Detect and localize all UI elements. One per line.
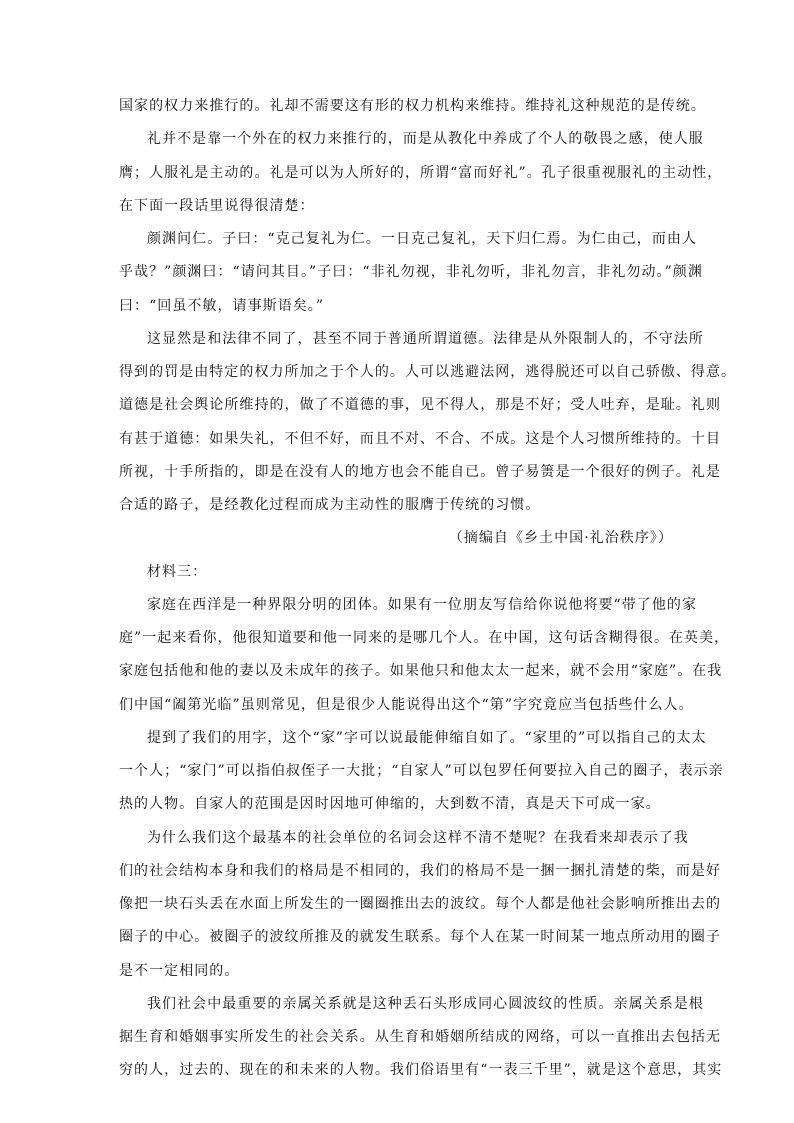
quote-line: 颜渊问仁。子曰：“克己复礼为仁。一日克己复礼，天下归仁焉。为仁由己，而由人	[147, 231, 698, 247]
paragraph-line: 礼并不是靠一个外在的权力来推行的，而是从教化中养成了个人的敬畏之感，使人服	[147, 131, 704, 148]
text-line: 得到的罚是由特定的权力所加之于个人的。人可以逃避法网，逃得脱还可以自己骄傲、得意。	[119, 364, 737, 380]
text-line: 有甚于道德：如果失礼，不但不好，而且不对、不合、不成。这是个人习惯所维持的。十目	[119, 430, 721, 447]
text-line: 圈子的中心。被圈子的波纹所推及的就发生联系。每个人在某一时间某一地点所动用的圈子	[119, 929, 721, 946]
text-line: 所视，十手所指的，即是在没有人的地方也会不能自已。曾子易箦是一个很好的例子。礼是	[119, 463, 721, 480]
text-line: 庭”一起来看你，他很知道要和他一同来的是哪几个人。在中国，这句话含糊得很。在英美，	[119, 630, 730, 646]
text-line: 在下面一段话里说得很清楚：	[119, 197, 315, 214]
text-line: 穷的人，过去的、现在的和未来的人物。我们俗语里有“一表三千里”，就是这个意思，其实	[119, 1062, 723, 1079]
paragraph-line: 家庭在西洋是一种界限分明的团体。如果有一位朋友写信给你说他将要“带了他的家	[147, 596, 698, 613]
paragraph-line: 为什么我们这个最基本的社会单位的名词会这样不清不楚呢？在我看来却表示了我	[147, 829, 689, 846]
text-line: 家庭包括他和他的妻以及未成年的孩子。如果他只和他太太一起来，就不会用“家庭”。在我	[119, 663, 723, 680]
text-line: 据生育和婚姻事实所发生的社会关系。从生育和婚姻所结成的网络，可以一直推出去包括无	[119, 1029, 721, 1045]
source-citation: （摘编自《乡土中国·礼治秩序》）	[448, 530, 673, 547]
text-line: 合适的路子，是经教化过程而成为主动性的服膺于传统的习惯。	[119, 497, 541, 513]
text-line: 膺；人服礼是主动的。礼是可以为人所好的，所谓“富而好礼”。孔子很重视服礼的主动性，	[119, 164, 723, 181]
section-heading: 材料三：	[147, 563, 208, 580]
text-line: 道德是社会舆论所维持的，做了不道德的事，见不得人，那是不好；受人吐弃，是耻。礼则	[119, 397, 721, 414]
document-page	[119, 98, 737, 1096]
paragraph-line: 这显然是和法律不同了，甚至不同于普通所谓道德。法律是从外限制人的，不守法所	[147, 330, 704, 347]
quote-line: 乎哉？”颜渊曰：“请问其目。”子曰：“非礼勿视，非礼勿听，非礼勿言，非礼勿动。”颜渊	[119, 264, 703, 281]
paragraph-line: 提到了我们的用字，这个“家”字可以说最能伸缩自如了。“家里的”可以指自己的太太	[147, 729, 707, 746]
text-line: 一个人；“家门”可以指伯叔侄子一大批；“自家人”可以包罗任何要拉入自己的圈子，表示亲	[119, 763, 724, 779]
text-line: 像把一块石头丢在水面上所发生的一圈圈推出去的波纹。每个人都是他社会影响所推出去的	[119, 896, 721, 912]
text-line: 热的人物。自家人的范围是因时因地可伸缩的，大到数不清，真是天下可成一家。	[119, 796, 661, 813]
text-line: 们的社会结构本身和我们的格局是不相同的，我们的格局不是一捆一捆扎清楚的柴，而是好	[119, 862, 721, 879]
quote-line: 曰：“回虽不敏，请事斯语矣。”	[119, 297, 325, 314]
text-line: 是不一定相同的。	[119, 962, 240, 979]
text-line: 国家的权力来推行的。礼却不需要这有形的权力机构来维持。维持礼这种规范的是传统。	[119, 98, 706, 114]
paragraph-line: 我们社会中最重要的亲属关系就是这种丢石头形成同心圆波纹的性质。亲属关系是根	[147, 995, 704, 1012]
text-line: 们中国“阖第光临”虽则常见，但是很少人能说得出这个“第”字究竟应当包括些什么人。	[119, 696, 694, 713]
